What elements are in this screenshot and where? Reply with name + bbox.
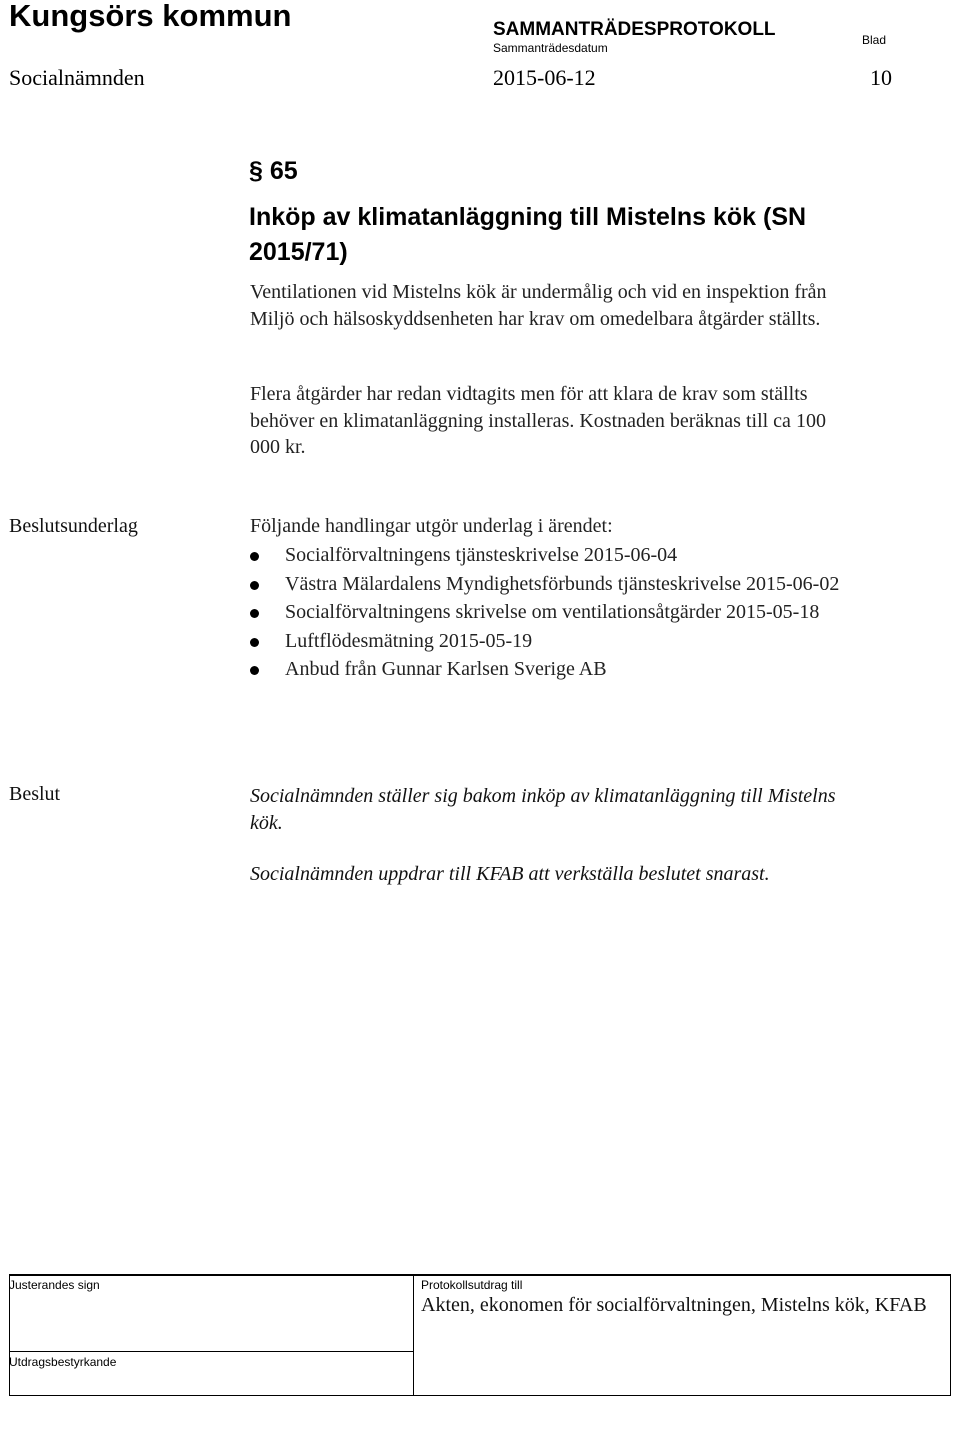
beslutsunderlag-intro: Följande handlingar utgör underlag i ärendet: xyxy=(250,515,613,537)
document-name: Västra Mälardalens Myndighetsförbunds tjänsteskrivelse 2015-06-02 xyxy=(285,572,840,595)
bullet-icon xyxy=(250,552,259,561)
item-title: Inköp av klimatanläggning till Mistelns kök (SN 2015/71) xyxy=(249,203,807,266)
meeting-date-label: Sammanträdesdatum xyxy=(493,41,608,55)
document-name: Anbud från Gunnar Karlsen Sverige AB xyxy=(285,658,607,680)
footer-bottom-rule xyxy=(9,1395,951,1396)
document-list xyxy=(250,542,860,685)
list-item xyxy=(250,656,860,683)
decision-text: Socialnämnden ställer sig bakom inköp av klimatanläggning till Mistelns kök. xyxy=(250,785,836,834)
list-item xyxy=(250,599,860,626)
intro-paragraph: Ventilationen vid Mistelns kök är undermålig och vid en inspektion från Miljö och hälsoskyddsenheten har krav om omedelbara åtgärder ställts. xyxy=(250,281,827,330)
list-item xyxy=(250,542,860,569)
justerandes-sign-label: Justerandes sign xyxy=(9,1278,100,1292)
section-label-beslutsunderlag: Beslutsunderlag xyxy=(9,515,138,537)
protocol-title: SAMMANTRÄDESPROTOKOLL xyxy=(493,19,776,40)
document-name: Socialförvaltningens skrivelse om ventilationsåtgärder 2015-05-18 xyxy=(285,601,820,623)
protocol-extract-recipients: Akten, ekonomen för socialförvaltningen, Mistelns kök, KFAB xyxy=(421,1294,927,1316)
protocol-extract-label: Protokollsutdrag till xyxy=(421,1278,523,1292)
committee-name: Socialnämnden xyxy=(9,65,145,90)
document-name: Socialförvaltningens tjänsteskrivelse 2015-06-04 xyxy=(285,544,678,566)
footer-top-rule xyxy=(9,1274,951,1276)
certification-label: Utdragsbestyrkande xyxy=(9,1355,117,1369)
meeting-date: 2015-06-12 xyxy=(493,65,596,90)
document-name: Luftflödesmätning 2015-05-19 xyxy=(285,629,533,652)
decision-text: Socialnämnden uppdrar till KFAB att verkställa beslutet snarast. xyxy=(250,863,770,885)
page-number: 10 xyxy=(870,65,892,90)
paragraph-number: § 65 xyxy=(249,157,298,185)
footer-left-rule xyxy=(9,1274,10,1396)
municipality-name: Kungsörs kommun xyxy=(9,0,292,33)
bullet-icon xyxy=(250,666,259,675)
list-item xyxy=(250,628,860,655)
intro-paragraph: Flera åtgärder har redan vidtagits men för att klara de krav som ställts behöver en klimatanläggning installeras. Kostnaden beräknas till ca 100 000 kr. xyxy=(250,383,826,458)
bullet-icon xyxy=(250,638,259,647)
footer-middle-rule xyxy=(413,1274,414,1396)
page-label: Blad xyxy=(862,33,887,47)
section-label-beslut: Beslut xyxy=(9,783,61,805)
list-item xyxy=(250,571,860,598)
bullet-icon xyxy=(250,609,259,618)
footer-inner-rule xyxy=(9,1351,413,1352)
bullet-icon xyxy=(250,581,259,590)
